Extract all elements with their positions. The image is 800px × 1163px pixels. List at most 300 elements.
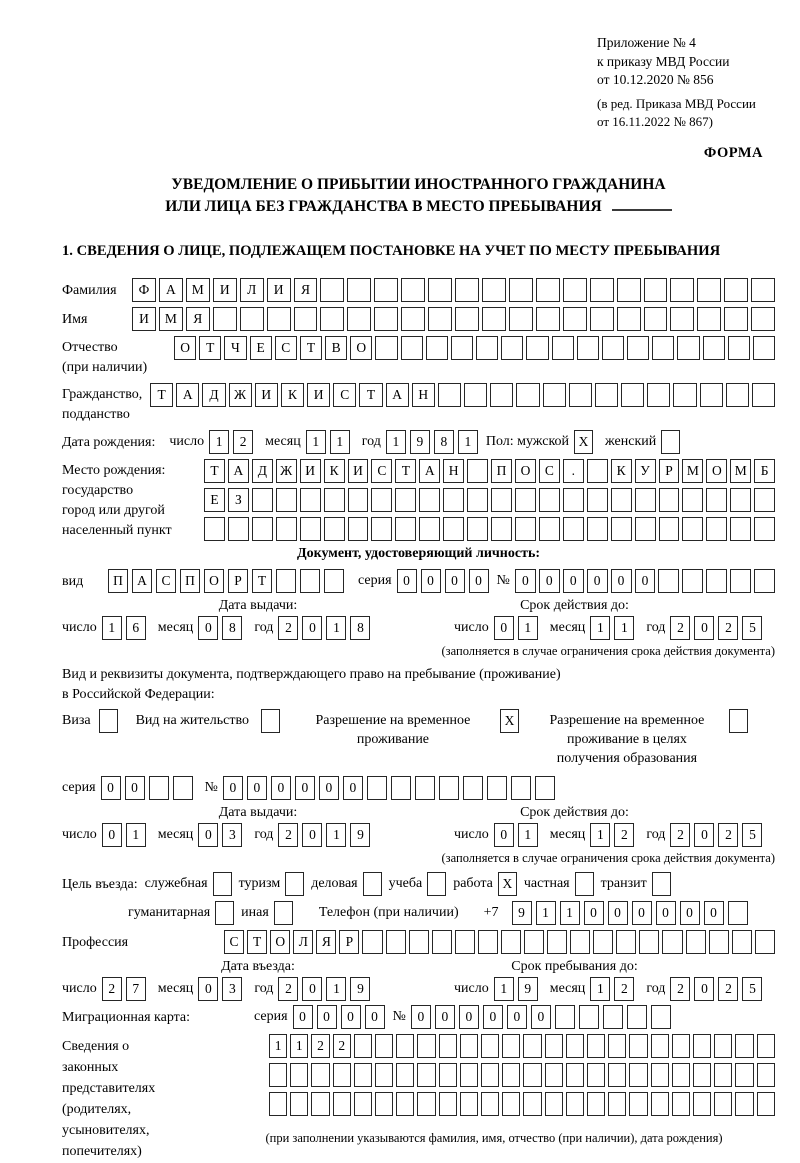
char-cell[interactable]: 1 — [326, 977, 346, 1001]
char-cell[interactable] — [460, 1034, 478, 1058]
char-cell[interactable] — [577, 336, 599, 360]
char-cell[interactable] — [754, 517, 775, 541]
char-cell[interactable] — [417, 1092, 435, 1116]
char-cell[interactable] — [523, 1063, 541, 1087]
char-cell[interactable] — [252, 488, 273, 512]
char-cell[interactable] — [735, 1034, 753, 1058]
char-cell[interactable] — [347, 307, 371, 331]
char-cell[interactable] — [617, 307, 641, 331]
char-cell[interactable]: О — [515, 459, 536, 483]
char-cell[interactable]: Р — [228, 569, 248, 593]
char-cell[interactable]: М — [186, 278, 210, 302]
char-cell[interactable] — [611, 517, 632, 541]
char-cell[interactable] — [439, 1092, 457, 1116]
char-cell[interactable] — [706, 517, 727, 541]
char-cell[interactable]: 1 — [536, 901, 556, 925]
char-cell[interactable]: 0 — [198, 977, 218, 1001]
char-cell[interactable] — [481, 1063, 499, 1087]
char-cell[interactable] — [460, 1063, 478, 1087]
char-cell[interactable]: 0 — [704, 901, 724, 925]
char-cell[interactable]: 2 — [718, 977, 738, 1001]
char-cell[interactable]: С — [156, 569, 176, 593]
char-cell[interactable] — [569, 383, 592, 407]
char-cell[interactable]: 0 — [101, 776, 121, 800]
char-cell[interactable] — [730, 569, 751, 593]
char-cell[interactable]: 2 — [718, 823, 738, 847]
char-cell[interactable]: Н — [412, 383, 435, 407]
char-cell[interactable] — [509, 278, 533, 302]
visa-checkbox[interactable] — [99, 709, 118, 733]
char-cell[interactable] — [563, 517, 584, 541]
char-cell[interactable] — [714, 1092, 732, 1116]
char-cell[interactable] — [276, 517, 297, 541]
char-cell[interactable]: 1 — [209, 430, 229, 454]
char-cell[interactable]: 0 — [587, 569, 608, 593]
char-cell[interactable]: 0 — [102, 823, 122, 847]
char-cell[interactable]: 2 — [102, 977, 122, 1001]
char-cell[interactable] — [300, 488, 321, 512]
char-cell[interactable] — [627, 336, 649, 360]
char-cell[interactable]: . — [563, 459, 584, 483]
char-cell[interactable]: 2 — [670, 977, 690, 1001]
char-cell[interactable]: 0 — [302, 977, 322, 1001]
char-cell[interactable] — [252, 517, 273, 541]
char-cell[interactable] — [563, 488, 584, 512]
char-cell[interactable]: 0 — [531, 1005, 551, 1029]
char-cell[interactable]: 5 — [742, 616, 762, 640]
char-cell[interactable] — [590, 278, 614, 302]
char-cell[interactable]: Ж — [276, 459, 297, 483]
char-cell[interactable] — [587, 488, 608, 512]
char-cell[interactable] — [608, 1034, 626, 1058]
char-cell[interactable]: С — [371, 459, 392, 483]
char-cell[interactable]: 0 — [223, 776, 243, 800]
char-cell[interactable] — [354, 1063, 372, 1087]
char-cell[interactable] — [362, 930, 382, 954]
char-cell[interactable] — [276, 488, 297, 512]
char-cell[interactable]: 0 — [494, 616, 514, 640]
char-cell[interactable]: 1 — [518, 823, 538, 847]
char-cell[interactable] — [670, 278, 694, 302]
char-cell[interactable]: П — [108, 569, 128, 593]
purpose-humanitarian-checkbox[interactable] — [215, 901, 234, 925]
char-cell[interactable] — [539, 488, 560, 512]
char-cell[interactable] — [428, 307, 452, 331]
char-cell[interactable] — [587, 517, 608, 541]
char-cell[interactable] — [324, 569, 344, 593]
char-cell[interactable] — [396, 1034, 414, 1058]
char-cell[interactable]: 0 — [694, 823, 714, 847]
char-cell[interactable] — [311, 1063, 329, 1087]
char-cell[interactable]: 2 — [718, 616, 738, 640]
char-cell[interactable] — [451, 336, 473, 360]
char-cell[interactable] — [509, 307, 533, 331]
char-cell[interactable] — [481, 1034, 499, 1058]
char-cell[interactable]: 0 — [343, 776, 363, 800]
char-cell[interactable]: 0 — [608, 901, 628, 925]
char-cell[interactable]: 1 — [290, 1034, 308, 1058]
char-cell[interactable] — [673, 383, 696, 407]
char-cell[interactable]: К — [281, 383, 304, 407]
char-cell[interactable] — [386, 930, 406, 954]
char-cell[interactable]: М — [682, 459, 703, 483]
char-cell[interactable] — [443, 488, 464, 512]
char-cell[interactable]: 3 — [222, 977, 242, 1001]
char-cell[interactable] — [464, 383, 487, 407]
char-cell[interactable] — [644, 307, 668, 331]
char-cell[interactable] — [566, 1063, 584, 1087]
char-cell[interactable]: А — [159, 278, 183, 302]
char-cell[interactable] — [566, 1034, 584, 1058]
char-cell[interactable]: 0 — [635, 569, 656, 593]
char-cell[interactable] — [587, 459, 608, 483]
char-cell[interactable]: 1 — [518, 616, 538, 640]
char-cell[interactable] — [290, 1092, 308, 1116]
char-cell[interactable] — [714, 1063, 732, 1087]
char-cell[interactable]: 1 — [306, 430, 326, 454]
char-cell[interactable] — [536, 307, 560, 331]
char-cell[interactable] — [724, 278, 748, 302]
char-cell[interactable] — [417, 1034, 435, 1058]
char-cell[interactable]: 0 — [271, 776, 291, 800]
char-cell[interactable]: М — [159, 307, 183, 331]
char-cell[interactable] — [726, 383, 749, 407]
char-cell[interactable] — [267, 307, 291, 331]
char-cell[interactable]: Д — [202, 383, 225, 407]
purpose-business-checkbox[interactable] — [363, 872, 382, 896]
char-cell[interactable] — [478, 930, 498, 954]
char-cell[interactable] — [545, 1092, 563, 1116]
char-cell[interactable] — [651, 1063, 669, 1087]
char-cell[interactable]: 0 — [302, 823, 322, 847]
char-cell[interactable] — [724, 307, 748, 331]
char-cell[interactable]: А — [386, 383, 409, 407]
char-cell[interactable] — [659, 517, 680, 541]
char-cell[interactable] — [686, 930, 706, 954]
char-cell[interactable]: Т — [359, 383, 382, 407]
char-cell[interactable]: П — [491, 459, 512, 483]
char-cell[interactable]: О — [350, 336, 372, 360]
char-cell[interactable] — [590, 307, 614, 331]
char-cell[interactable]: Р — [659, 459, 680, 483]
char-cell[interactable] — [428, 278, 452, 302]
char-cell[interactable] — [501, 336, 523, 360]
char-cell[interactable]: 5 — [742, 977, 762, 1001]
char-cell[interactable] — [757, 1063, 775, 1087]
char-cell[interactable]: 0 — [198, 823, 218, 847]
char-cell[interactable]: О — [174, 336, 196, 360]
char-cell[interactable] — [526, 336, 548, 360]
char-cell[interactable] — [677, 336, 699, 360]
char-cell[interactable]: 0 — [302, 616, 322, 640]
char-cell[interactable]: Ф — [132, 278, 156, 302]
char-cell[interactable] — [706, 488, 727, 512]
char-cell[interactable] — [547, 930, 567, 954]
char-cell[interactable]: 0 — [411, 1005, 431, 1029]
char-cell[interactable] — [311, 1092, 329, 1116]
char-cell[interactable]: 2 — [278, 977, 298, 1001]
char-cell[interactable] — [487, 776, 507, 800]
char-cell[interactable]: О — [706, 459, 727, 483]
char-cell[interactable]: Т — [150, 383, 173, 407]
char-cell[interactable]: С — [224, 930, 244, 954]
char-cell[interactable]: 1 — [614, 616, 634, 640]
char-cell[interactable]: 0 — [515, 569, 536, 593]
char-cell[interactable] — [395, 517, 416, 541]
char-cell[interactable] — [651, 1092, 669, 1116]
char-cell[interactable]: 9 — [350, 977, 370, 1001]
char-cell[interactable] — [535, 776, 555, 800]
char-cell[interactable]: О — [270, 930, 290, 954]
char-cell[interactable] — [395, 488, 416, 512]
male-checkbox[interactable]: X — [574, 430, 593, 454]
char-cell[interactable]: Е — [250, 336, 272, 360]
char-cell[interactable] — [482, 307, 506, 331]
char-cell[interactable]: 0 — [397, 569, 417, 593]
char-cell[interactable]: 0 — [445, 569, 465, 593]
char-cell[interactable]: 7 — [126, 977, 146, 1001]
char-cell[interactable] — [375, 1063, 393, 1087]
char-cell[interactable]: И — [255, 383, 278, 407]
char-cell[interactable]: С — [539, 459, 560, 483]
char-cell[interactable]: 2 — [311, 1034, 329, 1058]
char-cell[interactable]: 9 — [410, 430, 430, 454]
char-cell[interactable] — [228, 517, 249, 541]
char-cell[interactable] — [455, 930, 475, 954]
char-cell[interactable]: Я — [186, 307, 210, 331]
temp-residence-checkbox[interactable]: X — [500, 709, 519, 733]
char-cell[interactable]: 0 — [319, 776, 339, 800]
char-cell[interactable] — [432, 930, 452, 954]
char-cell[interactable] — [539, 517, 560, 541]
char-cell[interactable] — [240, 307, 264, 331]
char-cell[interactable]: 9 — [518, 977, 538, 1001]
char-cell[interactable] — [617, 278, 641, 302]
char-cell[interactable] — [697, 307, 721, 331]
char-cell[interactable] — [635, 488, 656, 512]
char-cell[interactable]: 1 — [126, 823, 146, 847]
char-cell[interactable]: 0 — [494, 823, 514, 847]
char-cell[interactable] — [294, 307, 318, 331]
char-cell[interactable]: 2 — [614, 823, 634, 847]
char-cell[interactable]: О — [204, 569, 224, 593]
char-cell[interactable] — [682, 488, 703, 512]
char-cell[interactable] — [621, 383, 644, 407]
char-cell[interactable]: Л — [293, 930, 313, 954]
char-cell[interactable] — [706, 569, 727, 593]
char-cell[interactable] — [682, 517, 703, 541]
char-cell[interactable] — [545, 1034, 563, 1058]
char-cell[interactable] — [693, 1034, 711, 1058]
char-cell[interactable]: 0 — [539, 569, 560, 593]
char-cell[interactable] — [555, 1005, 575, 1029]
char-cell[interactable]: 0 — [247, 776, 267, 800]
char-cell[interactable] — [333, 1063, 351, 1087]
char-cell[interactable]: Я — [316, 930, 336, 954]
char-cell[interactable]: 0 — [295, 776, 315, 800]
char-cell[interactable] — [204, 517, 225, 541]
char-cell[interactable] — [348, 517, 369, 541]
char-cell[interactable]: И — [300, 459, 321, 483]
char-cell[interactable]: З — [228, 488, 249, 512]
char-cell[interactable]: 0 — [293, 1005, 313, 1029]
char-cell[interactable]: 1 — [590, 616, 610, 640]
char-cell[interactable] — [396, 1063, 414, 1087]
char-cell[interactable]: Д — [252, 459, 273, 483]
char-cell[interactable] — [570, 930, 590, 954]
char-cell[interactable] — [751, 278, 775, 302]
char-cell[interactable] — [659, 488, 680, 512]
char-cell[interactable] — [629, 1092, 647, 1116]
char-cell[interactable] — [735, 1063, 753, 1087]
char-cell[interactable] — [563, 307, 587, 331]
char-cell[interactable]: А — [228, 459, 249, 483]
char-cell[interactable] — [714, 1034, 732, 1058]
char-cell[interactable] — [627, 1005, 647, 1029]
char-cell[interactable] — [371, 517, 392, 541]
purpose-private-checkbox[interactable] — [575, 872, 594, 896]
char-cell[interactable]: 8 — [434, 430, 454, 454]
char-cell[interactable] — [757, 1092, 775, 1116]
char-cell[interactable] — [276, 569, 296, 593]
char-cell[interactable] — [460, 1092, 478, 1116]
char-cell[interactable]: 8 — [222, 616, 242, 640]
char-cell[interactable]: Н — [443, 459, 464, 483]
female-checkbox[interactable] — [661, 430, 680, 454]
char-cell[interactable] — [443, 517, 464, 541]
char-cell[interactable]: 2 — [333, 1034, 351, 1058]
char-cell[interactable] — [515, 517, 536, 541]
char-cell[interactable]: 0 — [341, 1005, 361, 1029]
char-cell[interactable] — [375, 336, 397, 360]
char-cell[interactable]: Т — [395, 459, 416, 483]
char-cell[interactable] — [730, 517, 751, 541]
char-cell[interactable] — [375, 1034, 393, 1058]
char-cell[interactable] — [752, 383, 775, 407]
char-cell[interactable]: А — [419, 459, 440, 483]
char-cell[interactable] — [320, 307, 344, 331]
char-cell[interactable]: 1 — [326, 616, 346, 640]
char-cell[interactable] — [566, 1092, 584, 1116]
char-cell[interactable]: Ч — [224, 336, 246, 360]
char-cell[interactable] — [401, 278, 425, 302]
char-cell[interactable] — [593, 930, 613, 954]
char-cell[interactable]: 0 — [656, 901, 676, 925]
char-cell[interactable]: 0 — [680, 901, 700, 925]
char-cell[interactable]: 0 — [694, 977, 714, 1001]
char-cell[interactable] — [629, 1063, 647, 1087]
char-cell[interactable] — [735, 1092, 753, 1116]
char-cell[interactable]: 0 — [198, 616, 218, 640]
char-cell[interactable]: 0 — [563, 569, 584, 593]
char-cell[interactable] — [732, 930, 752, 954]
char-cell[interactable] — [728, 336, 750, 360]
char-cell[interactable] — [415, 776, 435, 800]
char-cell[interactable]: С — [333, 383, 356, 407]
char-cell[interactable]: П — [180, 569, 200, 593]
char-cell[interactable]: 1 — [386, 430, 406, 454]
char-cell[interactable] — [482, 278, 506, 302]
char-cell[interactable] — [757, 1034, 775, 1058]
char-cell[interactable]: Е — [204, 488, 225, 512]
char-cell[interactable] — [375, 1092, 393, 1116]
char-cell[interactable] — [290, 1063, 308, 1087]
char-cell[interactable]: И — [267, 278, 291, 302]
char-cell[interactable] — [502, 1063, 520, 1087]
char-cell[interactable] — [563, 278, 587, 302]
char-cell[interactable] — [595, 383, 618, 407]
char-cell[interactable]: А — [132, 569, 152, 593]
char-cell[interactable]: 0 — [632, 901, 652, 925]
char-cell[interactable] — [616, 930, 636, 954]
char-cell[interactable] — [419, 488, 440, 512]
char-cell[interactable]: 0 — [694, 616, 714, 640]
residence-permit-checkbox[interactable] — [261, 709, 280, 733]
char-cell[interactable] — [700, 383, 723, 407]
char-cell[interactable] — [728, 901, 748, 925]
char-cell[interactable]: Р — [339, 930, 359, 954]
char-cell[interactable] — [672, 1063, 690, 1087]
char-cell[interactable] — [730, 488, 751, 512]
char-cell[interactable] — [396, 1092, 414, 1116]
char-cell[interactable]: 0 — [125, 776, 145, 800]
char-cell[interactable]: И — [348, 459, 369, 483]
char-cell[interactable]: В — [325, 336, 347, 360]
char-cell[interactable]: К — [611, 459, 632, 483]
char-cell[interactable]: 0 — [317, 1005, 337, 1029]
char-cell[interactable] — [651, 1034, 669, 1058]
char-cell[interactable] — [552, 336, 574, 360]
char-cell[interactable] — [515, 488, 536, 512]
char-cell[interactable] — [269, 1063, 287, 1087]
char-cell[interactable]: И — [132, 307, 156, 331]
char-cell[interactable]: М — [730, 459, 751, 483]
char-cell[interactable] — [426, 336, 448, 360]
char-cell[interactable]: 6 — [126, 616, 146, 640]
char-cell[interactable]: 0 — [365, 1005, 385, 1029]
char-cell[interactable] — [524, 930, 544, 954]
char-cell[interactable]: 0 — [507, 1005, 527, 1029]
char-cell[interactable] — [709, 930, 729, 954]
char-cell[interactable] — [371, 488, 392, 512]
char-cell[interactable] — [467, 517, 488, 541]
char-cell[interactable] — [501, 930, 521, 954]
char-cell[interactable] — [149, 776, 169, 800]
char-cell[interactable] — [374, 307, 398, 331]
char-cell[interactable] — [608, 1063, 626, 1087]
char-cell[interactable]: 1 — [590, 977, 610, 1001]
char-cell[interactable] — [463, 776, 483, 800]
char-cell[interactable]: Л — [240, 278, 264, 302]
char-cell[interactable]: 1 — [330, 430, 350, 454]
char-cell[interactable]: 0 — [469, 569, 489, 593]
char-cell[interactable] — [491, 517, 512, 541]
char-cell[interactable] — [602, 336, 624, 360]
char-cell[interactable]: Т — [204, 459, 225, 483]
char-cell[interactable] — [439, 776, 459, 800]
char-cell[interactable] — [644, 278, 668, 302]
char-cell[interactable] — [391, 776, 411, 800]
char-cell[interactable] — [324, 488, 345, 512]
char-cell[interactable] — [647, 383, 670, 407]
char-cell[interactable]: 1 — [560, 901, 580, 925]
char-cell[interactable] — [511, 776, 531, 800]
char-cell[interactable] — [697, 278, 721, 302]
char-cell[interactable] — [523, 1034, 541, 1058]
purpose-study-checkbox[interactable] — [427, 872, 446, 896]
char-cell[interactable] — [439, 1063, 457, 1087]
char-cell[interactable] — [651, 1005, 671, 1029]
